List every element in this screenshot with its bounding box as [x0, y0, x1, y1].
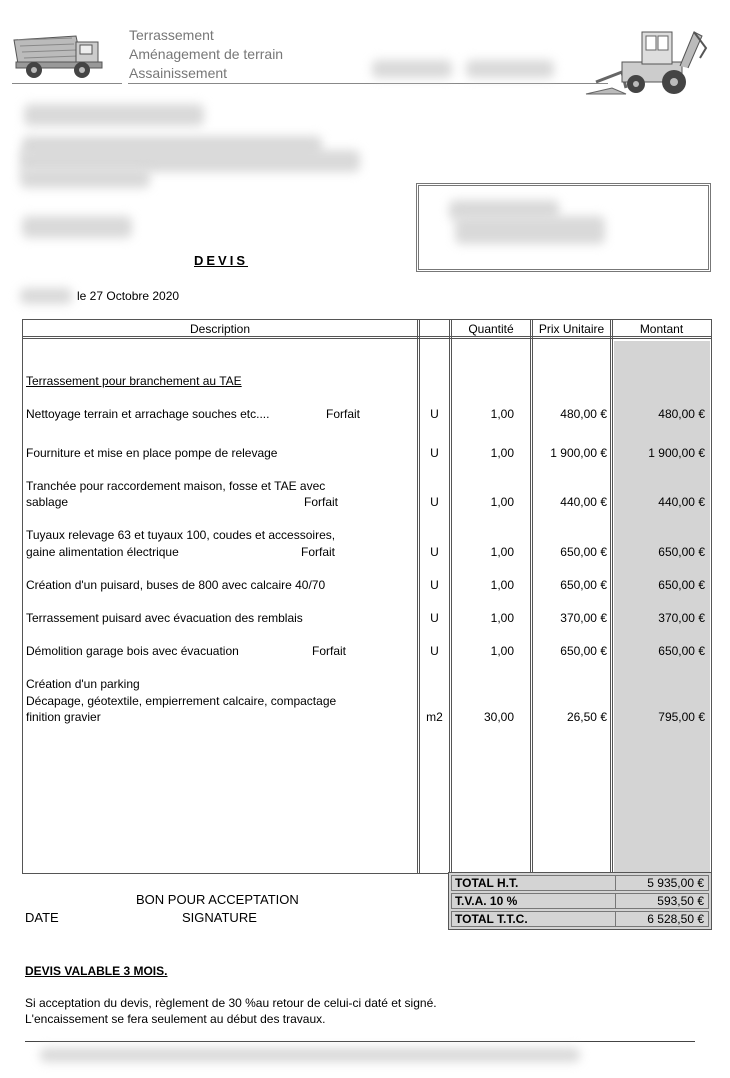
- redacted-footer: [40, 1048, 580, 1062]
- line-item-quantity: 1,00: [490, 578, 514, 592]
- line-item-amount: 440,00 €: [658, 495, 705, 509]
- line-item-amount: 650,00 €: [658, 644, 705, 658]
- line-item-unit-price: 440,00 €: [560, 495, 607, 509]
- company-line-1: Terrassement: [129, 27, 214, 43]
- col-sep-4: [610, 320, 613, 873]
- total-ttc-row: [451, 911, 709, 927]
- line-item-unit-price: 370,00 €: [560, 611, 607, 625]
- header-rule: [128, 83, 608, 84]
- document-title: DEVIS: [194, 253, 249, 268]
- header-rule-row: [23, 336, 711, 339]
- col-header-amount: Montant: [639, 322, 684, 336]
- col-sep-1: [417, 320, 420, 873]
- line-item-description: Fourniture et mise en place pompe de relevage: [26, 446, 278, 460]
- line-item-quantity: 1,00: [490, 611, 514, 625]
- validity-notice: DEVIS VALABLE 3 MOIS.: [25, 964, 168, 978]
- line-item-description: Terrassement puisard avec évacuation des remblais: [26, 611, 303, 625]
- redacted-sender-1: [24, 104, 204, 126]
- line-item-unit-price: 26,50 €: [566, 710, 607, 724]
- col-header-quantity: Quantité: [468, 322, 514, 336]
- line-item-unit: U: [430, 644, 439, 658]
- line-item-quantity: 1,00: [490, 446, 514, 460]
- line-item-unit: U: [430, 407, 439, 421]
- payment-note-line-1: Si acceptation du devis, règlement de 30 %au retour de celui-ci daté et signé.: [25, 996, 437, 1010]
- acceptance-title: BON POUR ACCEPTATION: [136, 892, 299, 907]
- vat-row: [451, 893, 709, 909]
- line-item-quantity: 30,00: [483, 710, 514, 724]
- line-item-description: Démolition garage bois avec évacuation: [26, 644, 239, 658]
- line-item-unit-price: 650,00 €: [560, 578, 607, 592]
- line-item-description: Création d'un parking: [26, 677, 140, 691]
- line-item-unit: U: [430, 495, 439, 509]
- backhoe-logo: [582, 18, 710, 100]
- line-item-amount: 795,00 €: [658, 710, 705, 724]
- line-item-unit: m2: [426, 710, 443, 724]
- total-ttc-value: 6 528,50 €: [647, 912, 704, 926]
- total-separator: [615, 912, 616, 926]
- redacted-sender-5: [22, 216, 132, 238]
- line-item-forfait: Forfait: [304, 495, 339, 509]
- line-item-unit-price: 480,00 €: [560, 407, 607, 421]
- line-item-unit-price: 1 900,00 €: [550, 446, 607, 460]
- dump-truck-logo: [10, 30, 118, 80]
- line-item-description: Nettoyage terrain et arrachage souches etc....: [26, 407, 270, 421]
- payment-note-line-2: L'encaissement se fera seulement au début des travaux.: [25, 1012, 326, 1026]
- line-item-unit: U: [430, 446, 439, 460]
- line-item-description: Tuyaux relevage 63 et tuyaux 100, coudes et accessoires,: [26, 528, 336, 542]
- acceptance-signature-label: SIGNATURE: [182, 910, 257, 925]
- footer-rule: [25, 1041, 695, 1042]
- col-header-description: Description: [189, 322, 251, 336]
- line-item-description: Tranchée pour raccordement maison, fosse et TAE avec: [26, 479, 326, 493]
- redacted-sender-4: [20, 168, 150, 188]
- line-item-unit-price: 650,00 €: [560, 545, 607, 559]
- col-sep-2: [449, 320, 452, 873]
- line-item-unit: U: [430, 611, 439, 625]
- section-title: Terrassement pour branchement au TAE: [26, 374, 242, 388]
- total-separator: [615, 894, 616, 908]
- acceptance-date-label: DATE: [25, 910, 59, 925]
- line-item-amount: 370,00 €: [658, 611, 705, 625]
- redacted-client-2: [455, 216, 605, 244]
- company-line-3: Assainissement: [129, 65, 228, 81]
- client-address-box: [416, 183, 711, 272]
- line-item-unit-price: 650,00 €: [560, 644, 607, 658]
- line-item-description: Création d'un puisard, buses de 800 avec calcaire 40/70: [26, 578, 326, 592]
- document-date: le 27 Octobre 2020: [77, 289, 180, 303]
- line-item-quantity: 1,00: [490, 495, 514, 509]
- line-item-unit: U: [430, 545, 439, 559]
- col-sep-3: [530, 320, 533, 873]
- vat-value: 593,50 €: [657, 894, 704, 908]
- line-item-quantity: 1,00: [490, 407, 514, 421]
- company-line-2: Aménagement de terrain: [129, 46, 284, 62]
- line-item-forfait: Forfait: [326, 407, 361, 421]
- vat-label: T.V.A. 10 %: [455, 894, 518, 908]
- total-ht-value: 5 935,00 €: [647, 876, 704, 890]
- line-item-amount: 650,00 €: [658, 545, 705, 559]
- total-ht-row: [451, 875, 709, 891]
- redacted-city: [20, 288, 72, 304]
- line-item-quantity: 1,00: [490, 644, 514, 658]
- line-item-unit: U: [430, 578, 439, 592]
- col-header-unit-price: Prix Unitaire: [538, 322, 605, 336]
- total-ht-label: TOTAL H.T.: [455, 876, 519, 890]
- line-item-amount: 650,00 €: [658, 578, 705, 592]
- total-separator: [615, 876, 616, 890]
- line-item-description: sablage: [26, 495, 69, 509]
- redacted-header-1: [372, 60, 452, 78]
- redacted-header-2: [466, 60, 554, 78]
- line-item-description: Décapage, géotextile, empierrement calcaire, compactage: [26, 694, 337, 708]
- line-item-amount: 480,00 €: [658, 407, 705, 421]
- line-item-forfait: Forfait: [312, 644, 347, 658]
- line-item-quantity: 1,00: [490, 545, 514, 559]
- line-item-description: gaine alimentation électrique: [26, 545, 179, 559]
- line-item-forfait: Forfait: [301, 545, 336, 559]
- total-ttc-label: TOTAL T.T.C.: [455, 912, 528, 926]
- totals-box: [448, 872, 712, 930]
- quote-table: [22, 319, 712, 874]
- line-item-description: finition gravier: [26, 710, 101, 724]
- header-rule-left: [12, 83, 122, 84]
- line-item-amount: 1 900,00 €: [648, 446, 705, 460]
